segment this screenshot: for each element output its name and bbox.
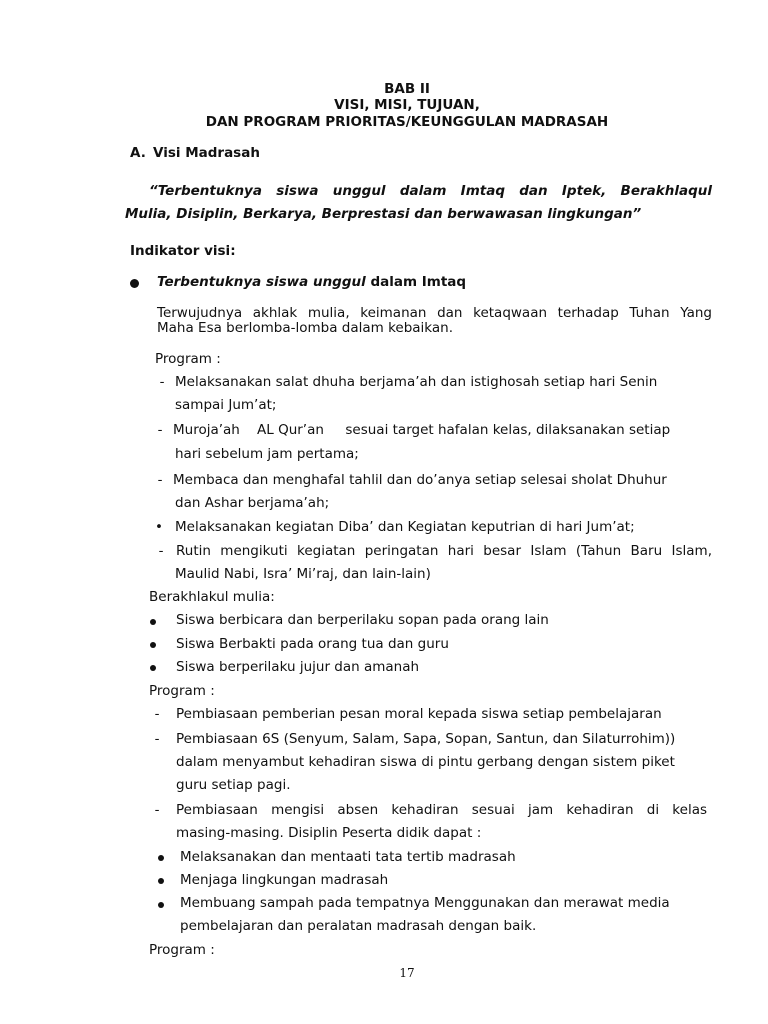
chapter-title-line2: DAN PROGRAM PRIORITAS/KEUNGGULAN MADRASAH: [205, 114, 609, 130]
chapter-title-line1: VISI, MISI, TUJUAN,: [334, 97, 480, 113]
indicator-1-bold: dalam Imtaq: [365, 274, 467, 290]
vision-quote-line2: Mulia, Disiplin, Berkarya, Berprestasi dan berwawasan lingkungan”: [125, 206, 642, 222]
akhlak-item-1: Siswa berbicara dan berperilaku sopan pada orang lain: [176, 612, 549, 628]
program-2-item-3-line2: masing-masing. Disiplin Peserta didik dapat :: [176, 825, 482, 841]
vision-quote-line1: “Terbentuknya siswa unggul dalam Imtaq dan Iptek, Berakhlaqul: [149, 183, 712, 199]
program-2-item-2-line2: dalam menyambut kehadiran siswa di pintu gerbang dengan sistem piket: [176, 754, 675, 770]
program-3-label: Program :: [149, 942, 215, 958]
disiplin-item-1: Melaksanakan dan mentaati tata tertib madrasah: [180, 849, 516, 865]
list-marker: -: [154, 706, 160, 722]
disiplin-item-2: Menjaga lingkungan madrasah: [180, 872, 389, 888]
disiplin-item-3-line1: Membuang sampah pada tempatnya Menggunakan dan merawat media: [180, 895, 670, 911]
bullet-icon: [150, 642, 156, 648]
program-1-item-1-line1: Melaksanakan salat dhuha berjama’ah dan istighosah setiap hari Senin: [175, 374, 658, 390]
list-marker: -: [158, 543, 164, 559]
bullet-icon: [150, 619, 156, 625]
program-1-item-4-line1: Melaksanakan kegiatan Diba’ dan Kegiatan keputrian di hari Jum’at;: [175, 519, 635, 535]
section-a-marker: A.: [130, 145, 146, 161]
indicator-1-desc-line1: Terwujudnya akhlak mulia, keimanan dan ketaqwaan terhadap Tuhan Yang: [157, 305, 712, 321]
program-2-item-3-line1: Pembiasaan mengisi absen kehadiran sesuai jam kehadiran di kelas: [176, 802, 707, 818]
program-1-item-3-line1: Membaca dan menghafal tahlil dan do’anya setiap selesai sholat Dhuhur: [173, 472, 667, 488]
indicator-1-desc-line2: Maha Esa berlomba-lomba dalam kebaikan.: [157, 320, 454, 336]
list-marker: -: [154, 731, 160, 747]
akhlak-item-2: Siswa Berbakti pada orang tua dan guru: [176, 636, 449, 652]
bullet-icon: [158, 855, 164, 861]
indicator-1-italic: Terbentuknya siswa unggul: [157, 274, 366, 290]
program-1-item-3-line2: dan Ashar berjama’ah;: [175, 495, 330, 511]
program-1-item-2-line2: hari sebelum jam pertama;: [175, 446, 359, 462]
program-2-label: Program :: [149, 683, 215, 699]
bullet-icon: [158, 902, 164, 908]
list-marker: -: [157, 472, 163, 488]
disiplin-item-3-line2: pembelajaran dan peralatan madrasah dengan baik.: [180, 918, 537, 934]
akhlak-item-3: Siswa berperilaku jujur dan amanah: [176, 659, 420, 675]
chapter-number: BAB II: [384, 81, 430, 97]
bullet-icon: [150, 665, 156, 671]
program-2-item-1-line1: Pembiasaan pemberian pesan moral kepada siswa setiap pembelajaran: [176, 706, 662, 722]
program-2-item-2-line1: Pembiasaan 6S (Senyum, Salam, Sapa, Sopan, Santun, dan Silaturrohim)): [176, 731, 676, 747]
indicator-1-title: [157, 274, 466, 290]
program-1-item-5-line2: Maulid Nabi, Isra’ Mi’raj, dan lain-lain): [175, 566, 431, 582]
section-a-title: Visi Madrasah: [153, 145, 260, 161]
program-2-item-2-line3: guru setiap pagi.: [176, 777, 291, 793]
list-marker: •: [155, 519, 163, 535]
bullet-icon: [158, 878, 164, 884]
akhlak-label: Berakhlakul mulia:: [149, 589, 275, 605]
program-1-item-5-line1: Rutin mengikuti kegiatan peringatan hari besar Islam (Tahun Baru Islam,: [176, 543, 712, 559]
list-marker: -: [159, 374, 165, 390]
page-number: 17: [399, 966, 415, 980]
program-1-label: Program :: [155, 351, 221, 367]
bullet-icon: [130, 279, 139, 288]
program-1-item-2-line1: Muroja’ah AL Qur’an sesuai target hafalan kelas, dilaksanakan setiap: [173, 422, 671, 438]
program-1-item-1-line2: sampai Jum’at;: [175, 397, 277, 413]
list-marker: -: [154, 802, 160, 818]
list-marker: -: [157, 422, 163, 438]
indicator-heading: Indikator visi:: [130, 243, 236, 259]
